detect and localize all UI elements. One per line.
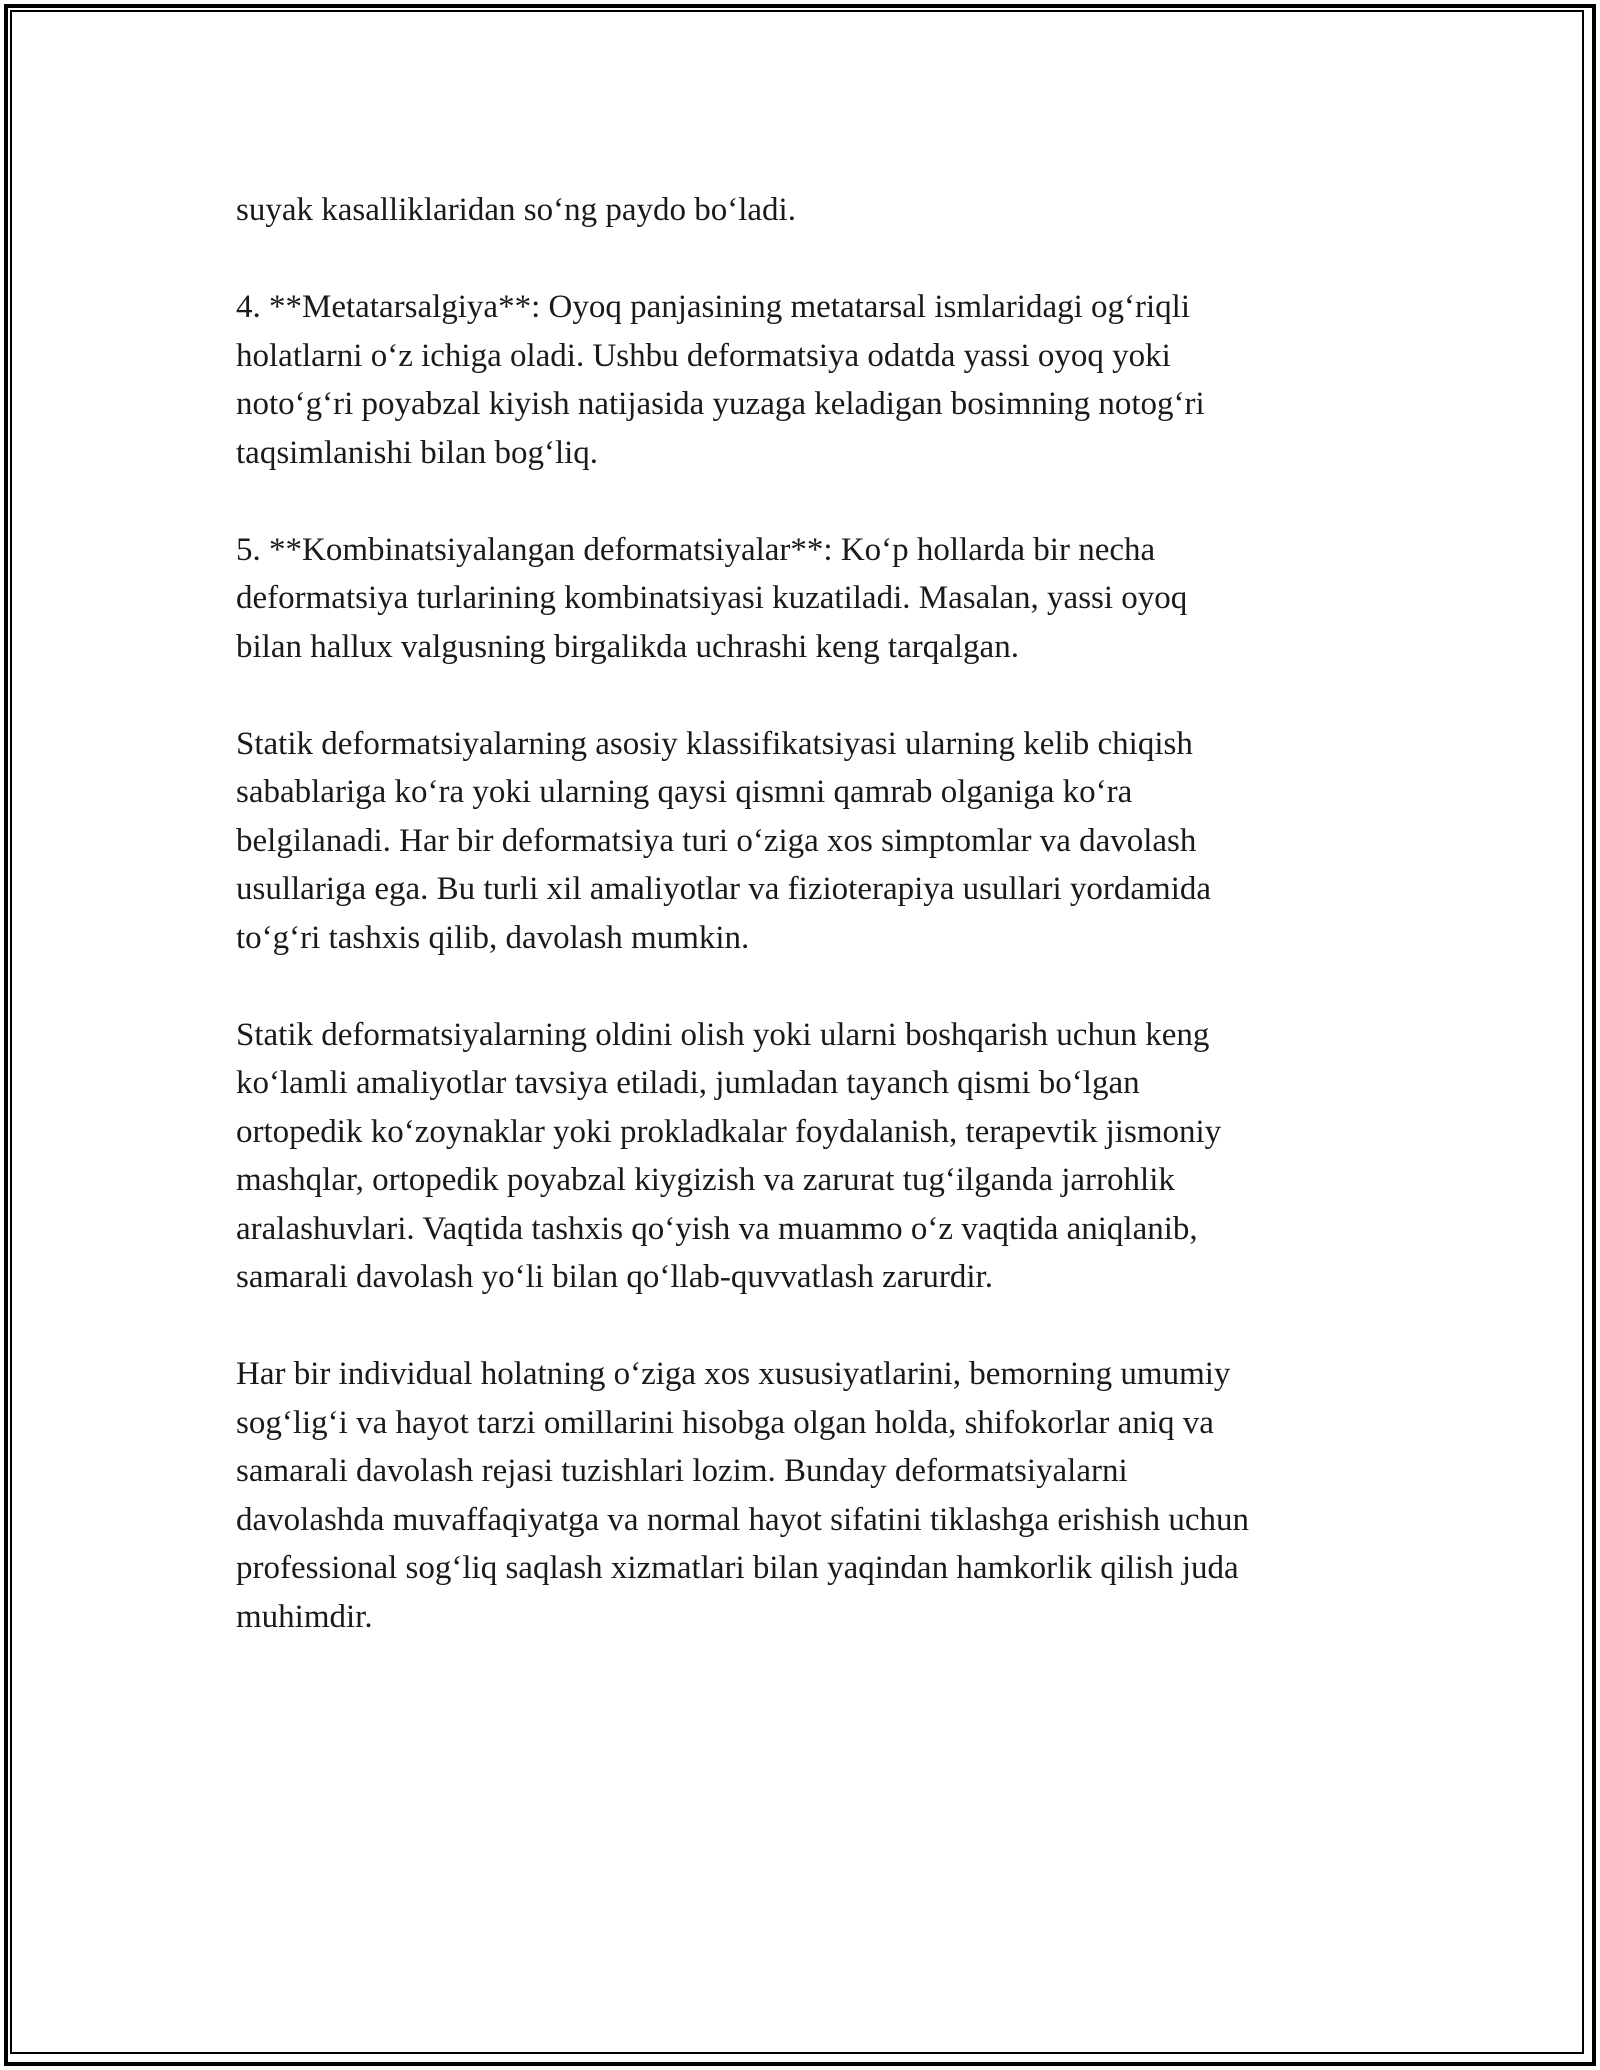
paragraph-klassifikatsiya: Statik deformatsiyalarning asosiy klassifikatsiyasi ularning kelib chiqish sabablariga ko‘ra yoki ularning qaysi qismni qamrab olganiga ko‘ra belgilanadi. Har bir deformatsiya turi o‘ziga xos simptomlar va davolash usullariga ega. Bu turli xil amaliyotlar va fizioterapiya usullari yordamida to‘g‘ri tashxis qilib, davolash mumkin.: [236, 725, 1212, 956]
paragraph-individual-holat: Har bir individual holatning o‘ziga xos xususiyatlarini, bemorning umumiy sog‘lig‘i va hayot tarzi omillarini hisobga olgan holda, shifokorlar aniq va samarali davolash rejasi tuzishlari lozim. Bunday deformatsiyalarni davolashda muvaffaqiyatga va normal hayot sifatini tiklashga erishish uchun professional sog‘liq saqlash xizmatlari bilan yaqindan hamkorlik qilish juda muhimdir.: [236, 1356, 1249, 1635]
document-body: [236, 186, 1366, 1690]
paragraph-continuation: suyak kasalliklaridan so‘ng paydo bo‘ladi.: [236, 192, 796, 228]
paragraph-kombinatsiyalangan: 5. **Kombinatsiyalangan deformatsiyalar**: Ko‘p hollarda bir necha deformatsiya turlarining kombinatsiyasi kuzatiladi. Masalan, yassi oyoq bilan hallux valgusning birgalikda uchrashi keng tarqalgan.: [236, 531, 1188, 665]
paragraph-metatarsalgiya: 4. **Metatarsalgiya**: Oyoq panjasining metatarsal ismlaridagi og‘riqli holatlarni o‘z ichiga oladi. Ushbu deformatsiya odatda yassi oyoq yoki noto‘g‘ri poyabzal kiyish natijasida yuzaga keladigan bosimning notog‘ri taqsimlanishi bilan bog‘liq.: [236, 289, 1205, 471]
paragraph-oldini-olish: Statik deformatsiyalarning oldini olish yoki ularni boshqarish uchun keng ko‘lamli amaliyotlar tavsiya etiladi, jumladan tayanch qismi bo‘lgan ortopedik ko‘zoynaklar yoki prokladkalar foydalanish, terapevtik jismoniy mashqlar, ortopedik poyabzal kiygizish va zarurat tug‘ilganda jarrohlik aralashuvlari. Vaqtida tashxis qo‘yish va muammo o‘z vaqtida aniqlanib, samarali davolash yo‘li bilan qo‘llab-quvvatlash zarurdir.: [236, 1016, 1222, 1295]
